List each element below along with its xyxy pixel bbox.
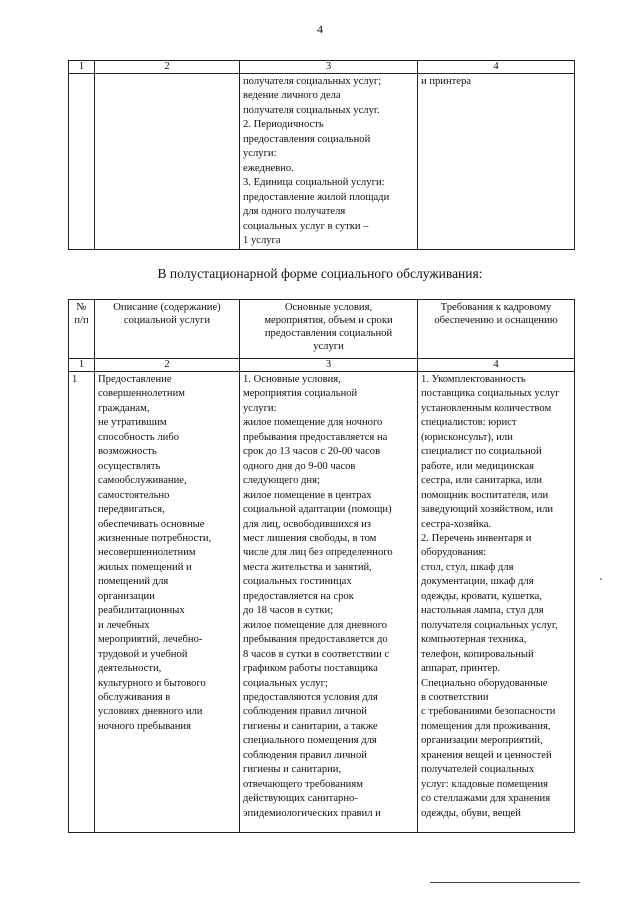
cell-requirements [418, 74, 575, 250]
text-line: обеспечению и оснащению [434, 315, 558, 326]
text-line: настольная лампа, стул для [421, 605, 544, 617]
text-line: мероприятия социальной [243, 388, 358, 400]
text-line: Специально оборудованные [421, 677, 548, 689]
header-conditions [240, 300, 418, 359]
text-line: несовершеннолетним [98, 547, 196, 559]
column-number: 3 [240, 61, 418, 74]
text-line: ночного пребывания [98, 720, 191, 732]
text-line: жилых помещений и [98, 561, 192, 573]
text-line: и принтера [421, 76, 471, 87]
text-line: получателя социальных услуг. [243, 104, 380, 116]
text-line: возможность [98, 446, 157, 458]
text-line: компьютерная техника, [421, 634, 527, 646]
column-number: 4 [418, 61, 575, 74]
text-line: 1 услуга [243, 234, 281, 246]
text-line: обслуживания в [98, 691, 171, 703]
text-line: одежды, обуви, вещей [421, 807, 521, 819]
text-line: предоставления социальной [243, 133, 371, 145]
text-line: Основные условия, [284, 302, 373, 313]
text-line: получателя социальных услуг; [243, 76, 382, 87]
text-line: специалист по социальной [421, 446, 542, 458]
text-line: п/п [74, 315, 89, 326]
text-line: сестра-хозяйка. [421, 518, 492, 530]
column-number: 3 [240, 359, 418, 372]
cell-num [69, 74, 95, 250]
text-line: стол, стул, шкаф для [421, 561, 514, 573]
text-line: услуг: кладовые помещения [421, 778, 549, 790]
text-line: мест лишения свободы, в том [243, 532, 377, 544]
text-line: заведующий хозяйством, или [421, 504, 554, 516]
column-number: 1 [69, 359, 95, 372]
text-line: (юрисконсульт), или [421, 431, 513, 443]
cell-conditions [240, 372, 418, 833]
column-number: 2 [95, 359, 240, 372]
text-line: специалистов: юрист [421, 417, 517, 429]
cell-conditions [240, 74, 418, 250]
text-line: предоставления социальной [264, 328, 393, 339]
text-line: обеспечивать основные [98, 518, 205, 530]
text-line: гигиены и санитарии, [243, 764, 342, 776]
text-line: ведение личного дела [243, 90, 341, 102]
text-line: до 18 часов в сутки; [243, 605, 334, 617]
text-line: реабилитационных [98, 605, 185, 617]
text-line: одного дня до 9-00 часов [243, 460, 356, 472]
text-line: социальной услуги [123, 315, 211, 326]
text-line: 1. Укомплектованность [421, 374, 526, 385]
text-line: ежедневно. [243, 162, 294, 174]
text-line: специального помещения для [243, 735, 377, 747]
text-line: жилое помещение в центрах [243, 489, 372, 501]
text-line: получателя социальных услуг, [421, 619, 558, 631]
text-line: места жительства и занятий, [243, 561, 372, 573]
scan-speck [600, 578, 602, 580]
text-line: 2. Перечень инвентаря и [421, 532, 532, 544]
text-line: эпидемиологических правил и [243, 807, 381, 819]
text-line: соблюдения правил личной [243, 706, 367, 718]
cell-num: 1 [69, 372, 95, 833]
text-line: самообслуживание, [98, 475, 187, 487]
text-line: пребывания предоставляется до [243, 634, 388, 646]
text-line: способность либо [98, 431, 180, 443]
table-header-numbers [69, 61, 575, 74]
text-line: числе для лиц без определенного [243, 547, 393, 559]
text-line: услуги [313, 341, 344, 352]
text-line: оборудования: [421, 547, 487, 559]
cell-requirements [418, 372, 575, 833]
table-header-numbers [69, 359, 575, 372]
services-table [68, 299, 575, 833]
text-line: передвигаться, [98, 504, 165, 516]
text-line: жизненные потребности, [98, 532, 212, 544]
column-number: 4 [418, 359, 575, 372]
header-description [95, 300, 240, 359]
text-line: работе, или медицинская [421, 460, 535, 472]
text-line: с требованиями безопасности [421, 706, 556, 718]
text-line: одежды, кровати, кушетка, [421, 590, 542, 602]
text-line: действующих санитарно- [243, 793, 358, 805]
text-line: мероприятия, объем и сроки [264, 315, 393, 326]
text-line: самостоятельно [98, 489, 170, 501]
text-line: предоставление жилой площади [243, 191, 390, 203]
table-row [69, 372, 575, 833]
text-line: деятельности, [98, 663, 162, 675]
text-line: поставщика социальных услуг [421, 388, 560, 400]
text-line: совершеннолетним [98, 388, 185, 400]
text-line: социальной адаптации (помощи) [243, 504, 392, 516]
text-line: пребывания предоставляется на [243, 431, 388, 443]
table-header [69, 300, 575, 359]
column-number: 1 [69, 61, 95, 74]
header-num [69, 300, 95, 359]
text-line: социальных гостиницах [243, 576, 352, 588]
text-line: 8 часов в сутки в соответствии с [243, 648, 390, 660]
text-line: 3. Единица социальной услуги: [243, 177, 385, 189]
text-line: срок до 13 часов с 20-00 часов [243, 446, 381, 458]
text-line: документации, шкаф для [421, 576, 534, 588]
text-line: Предоставление [98, 374, 172, 385]
text-line: мероприятий, лечебно- [98, 634, 203, 646]
text-line: сестра, или санитарка, или [421, 475, 543, 487]
continuation-table [68, 60, 575, 250]
text-line: телефон, копировальный [421, 648, 534, 660]
table-row [69, 74, 575, 250]
text-line: гигиены и санитарии, а также [243, 720, 378, 732]
text-line: для одного получателя [243, 206, 346, 218]
text-line: установленным количеством [421, 402, 552, 414]
text-line: условиях дневного или [98, 706, 203, 718]
text-line: Описание (содержание) [113, 302, 221, 313]
text-line: предоставляется на срок [243, 590, 354, 602]
text-line: получателей социальных [421, 764, 535, 776]
page-number: 4 [317, 22, 323, 36]
text-line: графиком работы поставщика [243, 663, 378, 675]
column-number: 2 [95, 61, 240, 74]
text-line: отвечающего требованиям [243, 778, 363, 790]
text-line: предоставляются условия для [243, 691, 378, 703]
cell-description [95, 372, 240, 833]
text-line: осуществлять [98, 460, 161, 472]
text-line: культурного и бытового [98, 677, 206, 689]
text-line: помещения для проживания, [421, 720, 551, 732]
text-line: следующего дня; [243, 475, 320, 487]
text-line: аппарат, принтер. [421, 663, 501, 675]
text-line: со стеллажами для хранения [421, 793, 551, 805]
text-line: гражданам, [98, 402, 150, 414]
text-line: трудовой и учебной [98, 648, 188, 660]
text-line: помещений для [98, 576, 169, 588]
header-requirements [418, 300, 575, 359]
text-line: услуги: [243, 402, 277, 414]
text-line: жилое помещение для дневного [243, 619, 388, 631]
text-line: в соответствии [421, 691, 489, 703]
text-line: помощник воспитателя, или [421, 489, 549, 501]
text-line: услуги: [243, 148, 277, 160]
text-line: социальных услуг; [243, 677, 328, 689]
text-line: хранения вещей и ценностей [421, 749, 552, 761]
text-line: организации мероприятий, [421, 735, 543, 747]
text-line: № [76, 302, 87, 313]
text-line: для лиц, освободившихся из [243, 518, 371, 530]
text-line: 2. Периодичность [243, 119, 324, 131]
footer-rule [430, 882, 580, 883]
text-line: 1. Основные условия, [243, 374, 341, 385]
text-line: социальных услуг в сутки – [243, 220, 369, 232]
text-line: Требования к кадровому [440, 302, 552, 313]
text-line: и лечебных [98, 619, 150, 631]
text-line: организации [98, 590, 155, 602]
cell-description [95, 74, 240, 250]
text-line: не утратившим [98, 417, 167, 429]
section-heading: В полустационарной форме социального обслуживания: [157, 266, 483, 281]
text-line: жилое помещение для ночного [243, 417, 383, 429]
text-line: соблюдения правил личной [243, 749, 367, 761]
